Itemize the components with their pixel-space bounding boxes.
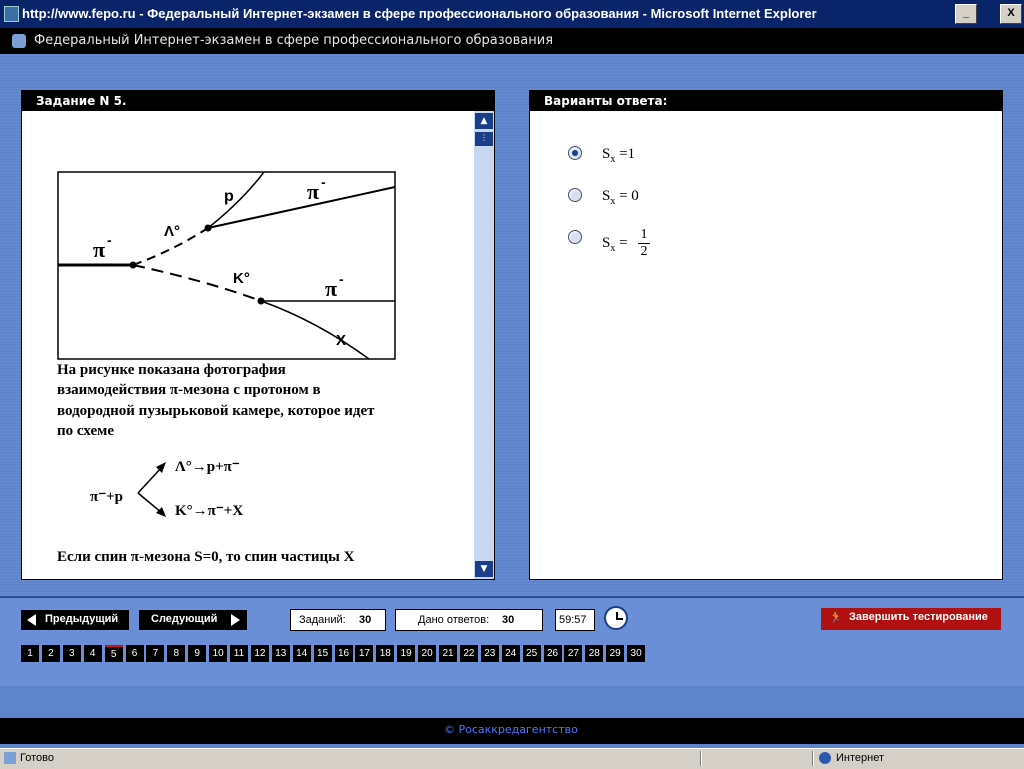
bubble-chamber-diagram xyxy=(57,171,397,361)
question-number-button[interactable]: 6 xyxy=(126,645,144,662)
question-number-button[interactable]: 20 xyxy=(418,645,436,662)
label-pi-right-minus: - xyxy=(339,271,344,287)
label-pi-left-minus: - xyxy=(107,232,112,248)
fraction-denominator: 2 xyxy=(640,244,648,259)
tasks-count-box xyxy=(290,609,386,631)
app-title: Федеральный Интернет-экзамен в сфере профессионального образования xyxy=(34,33,554,48)
answer-formula-3: $S_x$ = xyxy=(602,235,628,254)
question-number-button[interactable]: 22 xyxy=(460,645,478,662)
page-icon xyxy=(4,752,16,764)
question-number-button[interactable]: 3 xyxy=(63,645,81,662)
label-pi-left: π xyxy=(93,237,106,262)
status-bar xyxy=(0,748,1024,769)
copyright-bar xyxy=(0,718,1024,744)
question-number-button[interactable]: 26 xyxy=(544,645,562,662)
question-number-button[interactable]: 7 xyxy=(146,645,164,662)
question-number-button[interactable]: 5 xyxy=(105,645,123,662)
answered-value: 30 xyxy=(502,614,515,626)
question-number-button[interactable]: 24 xyxy=(502,645,520,662)
status-separator xyxy=(700,751,702,766)
scheme-arrows xyxy=(136,457,176,521)
fraction xyxy=(638,227,650,260)
question-number-button[interactable]: 18 xyxy=(376,645,394,662)
question-number-button[interactable]: 23 xyxy=(481,645,499,662)
timer-box xyxy=(555,609,595,631)
next-button[interactable]: Следующий xyxy=(139,610,247,630)
question-number-button[interactable]: 12 xyxy=(251,645,269,662)
label-p: p xyxy=(224,188,234,205)
question-number-button[interactable]: 28 xyxy=(585,645,603,662)
question-number-button[interactable]: 2 xyxy=(42,645,60,662)
scheme-bottom: K°→π⁻+X xyxy=(175,503,244,519)
question-text-line-3: водородной пузырьковой камере, которое идет xyxy=(57,403,375,419)
scroll-thumb[interactable]: ⋮ xyxy=(475,132,493,146)
question-text-line-1: На рисунке показана фотография xyxy=(57,362,286,378)
label-pi-top-minus: - xyxy=(321,174,326,190)
question-number-button[interactable]: 11 xyxy=(230,645,248,662)
radio-option-2[interactable] xyxy=(568,188,582,202)
zone-text: Интернет xyxy=(836,752,884,764)
question-number-button[interactable]: 17 xyxy=(355,645,373,662)
question-text-line-2: взаимодействия π-мезона с протоном в xyxy=(57,382,321,398)
status-text: Готово xyxy=(20,752,54,764)
fraction-numerator: 1 xyxy=(640,227,648,242)
runner-icon: 🏃 xyxy=(829,612,843,624)
copyright-text: © Росаккредагентство xyxy=(444,723,578,736)
question-number-button[interactable]: 15 xyxy=(314,645,332,662)
question-scrollbar[interactable] xyxy=(474,111,494,579)
tasks-label: Заданий: xyxy=(299,614,346,626)
label-kaon: K° xyxy=(233,270,250,287)
finish-test-button[interactable]: 🏃 Завершить тестирование xyxy=(821,608,1001,630)
question-number-button[interactable]: 29 xyxy=(606,645,624,662)
question-number-button[interactable]: 25 xyxy=(523,645,541,662)
label-pi-right: π xyxy=(325,276,338,301)
app-header xyxy=(0,28,1024,54)
arrow-right-icon xyxy=(231,614,241,626)
question-number-button[interactable]: 8 xyxy=(167,645,185,662)
label-x: X xyxy=(336,332,347,349)
question-number-button[interactable]: 1 xyxy=(21,645,39,662)
question-number-button[interactable]: 27 xyxy=(564,645,582,662)
question-number-button[interactable]: 14 xyxy=(293,645,311,662)
radio-option-3[interactable] xyxy=(568,230,582,244)
tasks-value: 30 xyxy=(359,614,372,626)
question-number-button[interactable]: 10 xyxy=(209,645,227,662)
question-number-button[interactable]: 9 xyxy=(188,645,206,662)
previous-button[interactable]: Предыдущий xyxy=(21,610,129,630)
status-separator xyxy=(812,751,814,766)
question-number-button[interactable]: 4 xyxy=(84,645,102,662)
answer-title: Варианты ответа: xyxy=(544,94,668,108)
question-number-button[interactable]: 16 xyxy=(335,645,353,662)
answer-formula-1: $S_x =1$ xyxy=(602,146,636,165)
question-number-button[interactable]: 13 xyxy=(272,645,290,662)
answer-header xyxy=(530,91,1002,111)
question-number-button[interactable]: 19 xyxy=(397,645,415,662)
scheme-top: Λ°→p+π⁻ xyxy=(175,459,240,475)
clock-icon xyxy=(604,606,628,630)
answered-count-box xyxy=(395,609,543,631)
question-title: Задание N 5. xyxy=(36,94,127,108)
label-lambda: Λ° xyxy=(164,223,181,240)
minimize-button[interactable]: _ xyxy=(955,4,977,24)
question-number-button[interactable]: 30 xyxy=(627,645,645,662)
question-text-line-4: по схеме xyxy=(57,423,115,439)
arrow-left-icon xyxy=(27,614,37,626)
label-pi-top: π xyxy=(307,179,320,204)
scroll-up-icon[interactable]: ▲ xyxy=(475,113,493,129)
answered-label: Дано ответов: xyxy=(418,614,490,626)
question-text-2: Если спин π-мезона S=0, то спин частицы X xyxy=(57,549,355,565)
globe-icon xyxy=(819,752,831,764)
ie-icon xyxy=(4,6,19,22)
timer-value: 59:57 xyxy=(559,614,587,626)
question-header xyxy=(22,91,494,111)
answer-formula-2: $S_x = 0$ xyxy=(602,188,639,207)
scroll-down-icon[interactable]: ▼ xyxy=(475,561,493,577)
window-title-bar xyxy=(0,0,1024,28)
question-number-button[interactable]: 21 xyxy=(439,645,457,662)
scheme-left: π⁻+p xyxy=(90,489,124,505)
close-button[interactable]: X xyxy=(1000,4,1022,24)
window-title: http://www.fepo.ru - Федеральный Интернет-экзамен в сфере профессионального образования - Microsoft Internet Explorer xyxy=(22,6,817,21)
answer-panel xyxy=(529,90,1003,580)
question-content xyxy=(22,111,474,579)
app-logo-icon xyxy=(12,34,26,48)
question-panel xyxy=(21,90,495,580)
radio-option-1[interactable] xyxy=(568,146,582,160)
